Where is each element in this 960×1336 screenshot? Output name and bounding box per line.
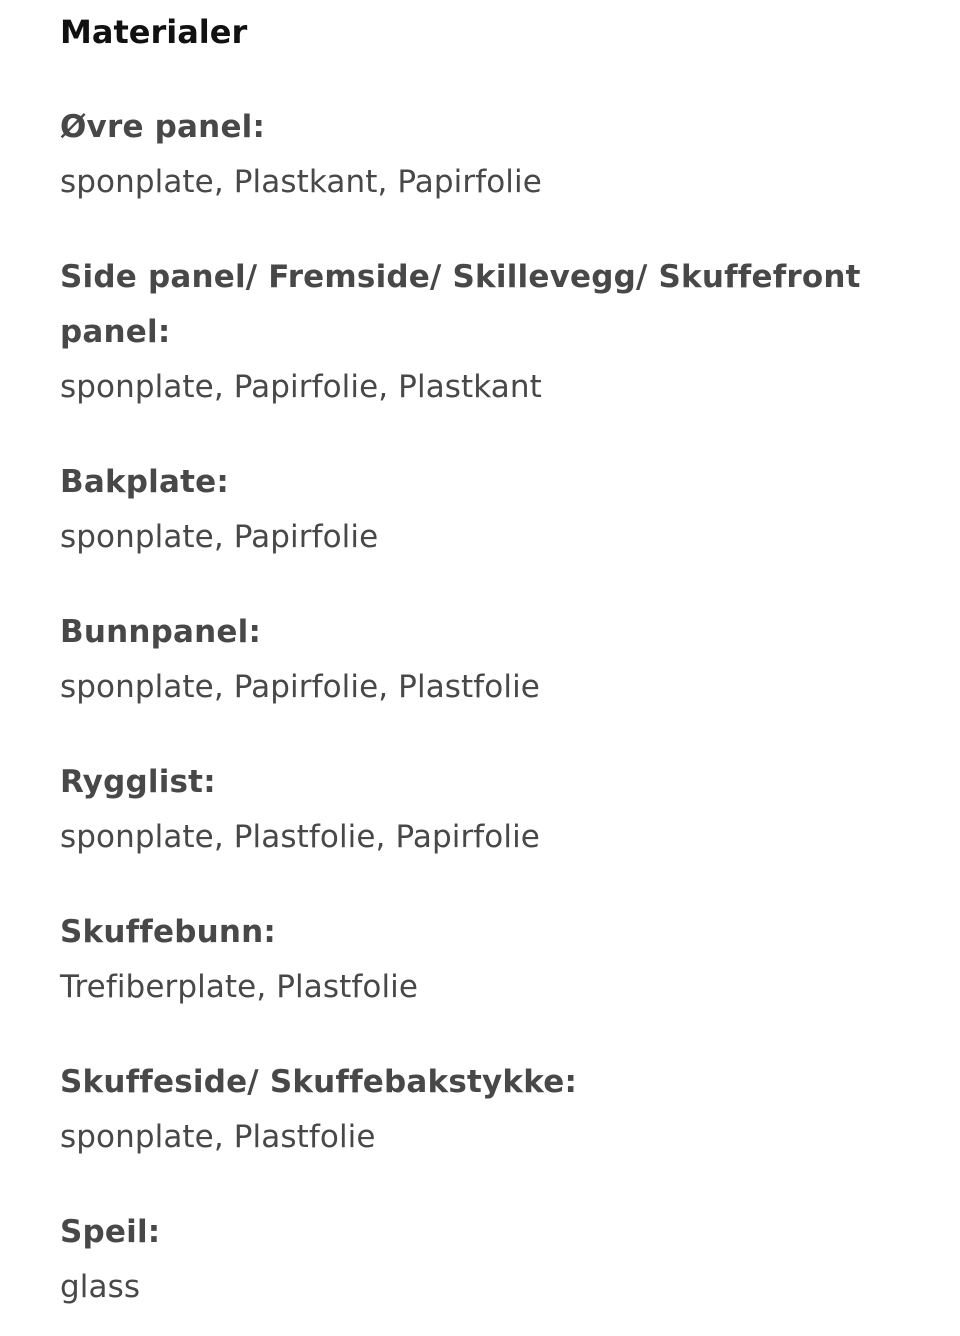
material-item: [60, 455, 920, 565]
material-value: sponplate, Plastkant, Papirfolie: [60, 164, 542, 200]
material-value: sponplate, Papirfolie, Plastkant: [60, 369, 542, 405]
material-part-label: Skuffeside/ Skuffebakstykke:: [60, 1064, 578, 1100]
material-item: [60, 1205, 920, 1315]
material-value: sponplate, Papirfolie, Plastfolie: [60, 669, 540, 705]
material-item: [60, 755, 920, 865]
material-part-label: Bakplate:: [60, 464, 229, 500]
material-value: Trefiberplate, Plastfolie: [60, 969, 419, 1005]
material-part-label: Side panel/ Fremside/ Skillevegg/ Skuffefront panel:: [60, 259, 861, 350]
material-item: [60, 605, 920, 715]
material-part-label: Skuffebunn:: [60, 914, 277, 950]
material-value: sponplate, Papirfolie: [60, 519, 379, 555]
material-part-label: Rygglist:: [60, 764, 216, 800]
material-part-label: Bunnpanel:: [60, 614, 262, 650]
material-part-label: Speil:: [60, 1214, 161, 1250]
material-item: [60, 100, 920, 210]
material-part-label: Øvre panel:: [60, 109, 266, 145]
material-value: glass: [60, 1269, 141, 1305]
section-title: Materialer: [60, 13, 248, 51]
material-item: [60, 250, 920, 415]
material-item: [60, 1055, 920, 1165]
material-value: sponplate, Plastfolie: [60, 1119, 376, 1155]
material-item: [60, 905, 920, 1015]
material-value: sponplate, Plastfolie, Papirfolie: [60, 819, 540, 855]
